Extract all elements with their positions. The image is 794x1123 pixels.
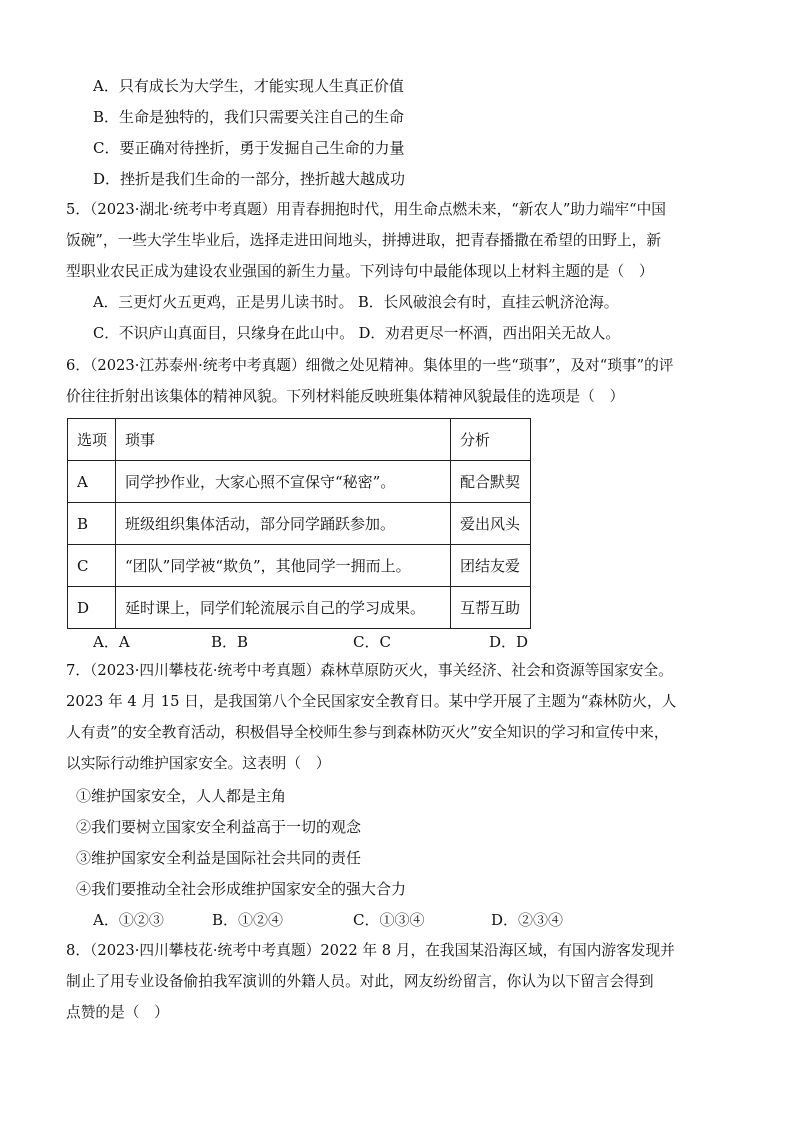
table-cell: D: [68, 587, 116, 629]
q5-options-row-1: A．三更灯火五更鸡，正是男儿读书时。 B．长风破浪会有时，直挂云帆济沧海。: [93, 294, 619, 311]
table-cell: 同学抄作业，大家心照不宣保守“秘密”。: [116, 461, 451, 503]
table-row: [68, 545, 531, 587]
table-row: [68, 461, 531, 503]
q4-option-b: B．生命是独特的，我们只需要关注自己的生命: [93, 108, 405, 126]
q7-answer-b: B．①②④: [212, 911, 284, 929]
q7-answer-c: C．①③④: [353, 911, 425, 929]
table-header-row: [68, 419, 531, 461]
q4-option-a: A．只有成长为大学生，才能实现人生真正价值: [93, 77, 404, 95]
q7-stem-line-3: 人有责”的安全教育活动，积极倡导全校师生参与到森林防灭火”安全知识的学习和宣传中来，: [66, 724, 669, 741]
q7-statement-4: ④我们要推动全社会形成维护国家安全的强大合力: [76, 880, 407, 898]
q8-stem-line-2: 制止了用专业设备偷拍我军演训的外籍人员。对此，网友纷纷留言，你认为以下留言会得到: [66, 973, 654, 990]
q7-answer-a: A．①②③: [93, 911, 164, 929]
table-cell: A: [68, 461, 116, 503]
q5-stem-line-1: 5．（2023·湖北·统考中考真题）用青春拥抱时代，用生命点燃未来，“新农人”助力端牢“中国: [66, 201, 666, 218]
q7-statement-3: ③维护国家安全利益是国际社会共同的责任: [76, 849, 362, 867]
q4-option-c: C．要正确对待挫折，勇于发掘自己生命的力量: [93, 139, 405, 157]
table-cell: 班级组织集体活动，部分同学踊跃参加。: [116, 503, 451, 545]
q7-answer-d: D．②③④: [491, 911, 564, 929]
q6-answer-a: A．A: [93, 633, 130, 651]
q7-stem-line-4: 以实际行动维护国家安全。这表明（ ）: [66, 755, 331, 772]
q7-statement-1: ①维护国家安全，人人都是主角: [76, 787, 287, 805]
q4-option-d: D．挫折是我们生命的一部分，挫折越大越成功: [93, 170, 406, 188]
table-row: [68, 503, 531, 545]
q6-table: [67, 418, 531, 629]
table-cell: “团队”同学被“欺负”，其他同学一拥而上。: [116, 545, 451, 587]
table-cell: C: [68, 545, 116, 587]
table-row: [68, 587, 531, 629]
q7-answer-options: [93, 909, 593, 931]
table-cell: 互帮互助: [451, 587, 531, 629]
q5-options-row-2: C．不识庐山真面目，只缘身在此山中。 D．劝君更尽一杯酒，西出阳关无故人。: [93, 325, 621, 342]
q6-answer-c: C．C: [353, 633, 391, 651]
q7-stem-line-2: 2023 年 4 月 15 日，是我国第八个全民国家安全教育日。某中学开展了主题为“森林防火，人: [66, 693, 677, 710]
table-cell: 团结友爱: [451, 545, 531, 587]
table-header-option: 选项: [68, 419, 116, 461]
q6-answer-b: B．B: [211, 633, 249, 651]
table-cell: 配合默契: [451, 461, 531, 503]
q8-stem-line-1: 8．（2023·四川攀枝花·统考中考真题）2022 年 8 月，在我国某沿海区域，有国内游客发现并: [66, 942, 675, 959]
q5-stem-line-2: 饭碗”，一些大学生毕业后，选择走进田间地头，拼搏进取，把青春播撒在希望的田野上，新: [66, 232, 662, 249]
q6-answer-options: [93, 631, 553, 653]
q5-stem-line-3: 型职业农民正成为建设农业强国的新生力量。下列诗句中最能体现以上材料主题的是（ ）: [66, 263, 654, 280]
q6-stem-line-2: 价往往折射出该集体的精神风貌。下列材料能反映班集体精神风貌最佳的选项是（ ）: [66, 388, 625, 405]
q7-statement-2: ②我们要树立国家安全利益高于一切的观念: [76, 818, 362, 836]
q8-stem-line-3: 点赞的是（ ）: [66, 1004, 169, 1021]
table-header-analysis: 分析: [451, 419, 531, 461]
table-cell: B: [68, 503, 116, 545]
q7-stem-line-1: 7．（2023·四川攀枝花·统考中考真题）森林草原防灭火，事关经济、社会和资源等国家安全。: [66, 662, 673, 679]
q6-answer-d: D．D: [489, 633, 529, 651]
table-header-matter: 琐事: [116, 419, 451, 461]
q6-stem-line-1: 6．（2023·江苏泰州·统考中考真题）细微之处见精神。集体里的一些“琐事”，及对“琐事”的评: [66, 357, 674, 374]
table-cell: 爱出风头: [451, 503, 531, 545]
table-cell: 延时课上，同学们轮流展示自己的学习成果。: [116, 587, 451, 629]
